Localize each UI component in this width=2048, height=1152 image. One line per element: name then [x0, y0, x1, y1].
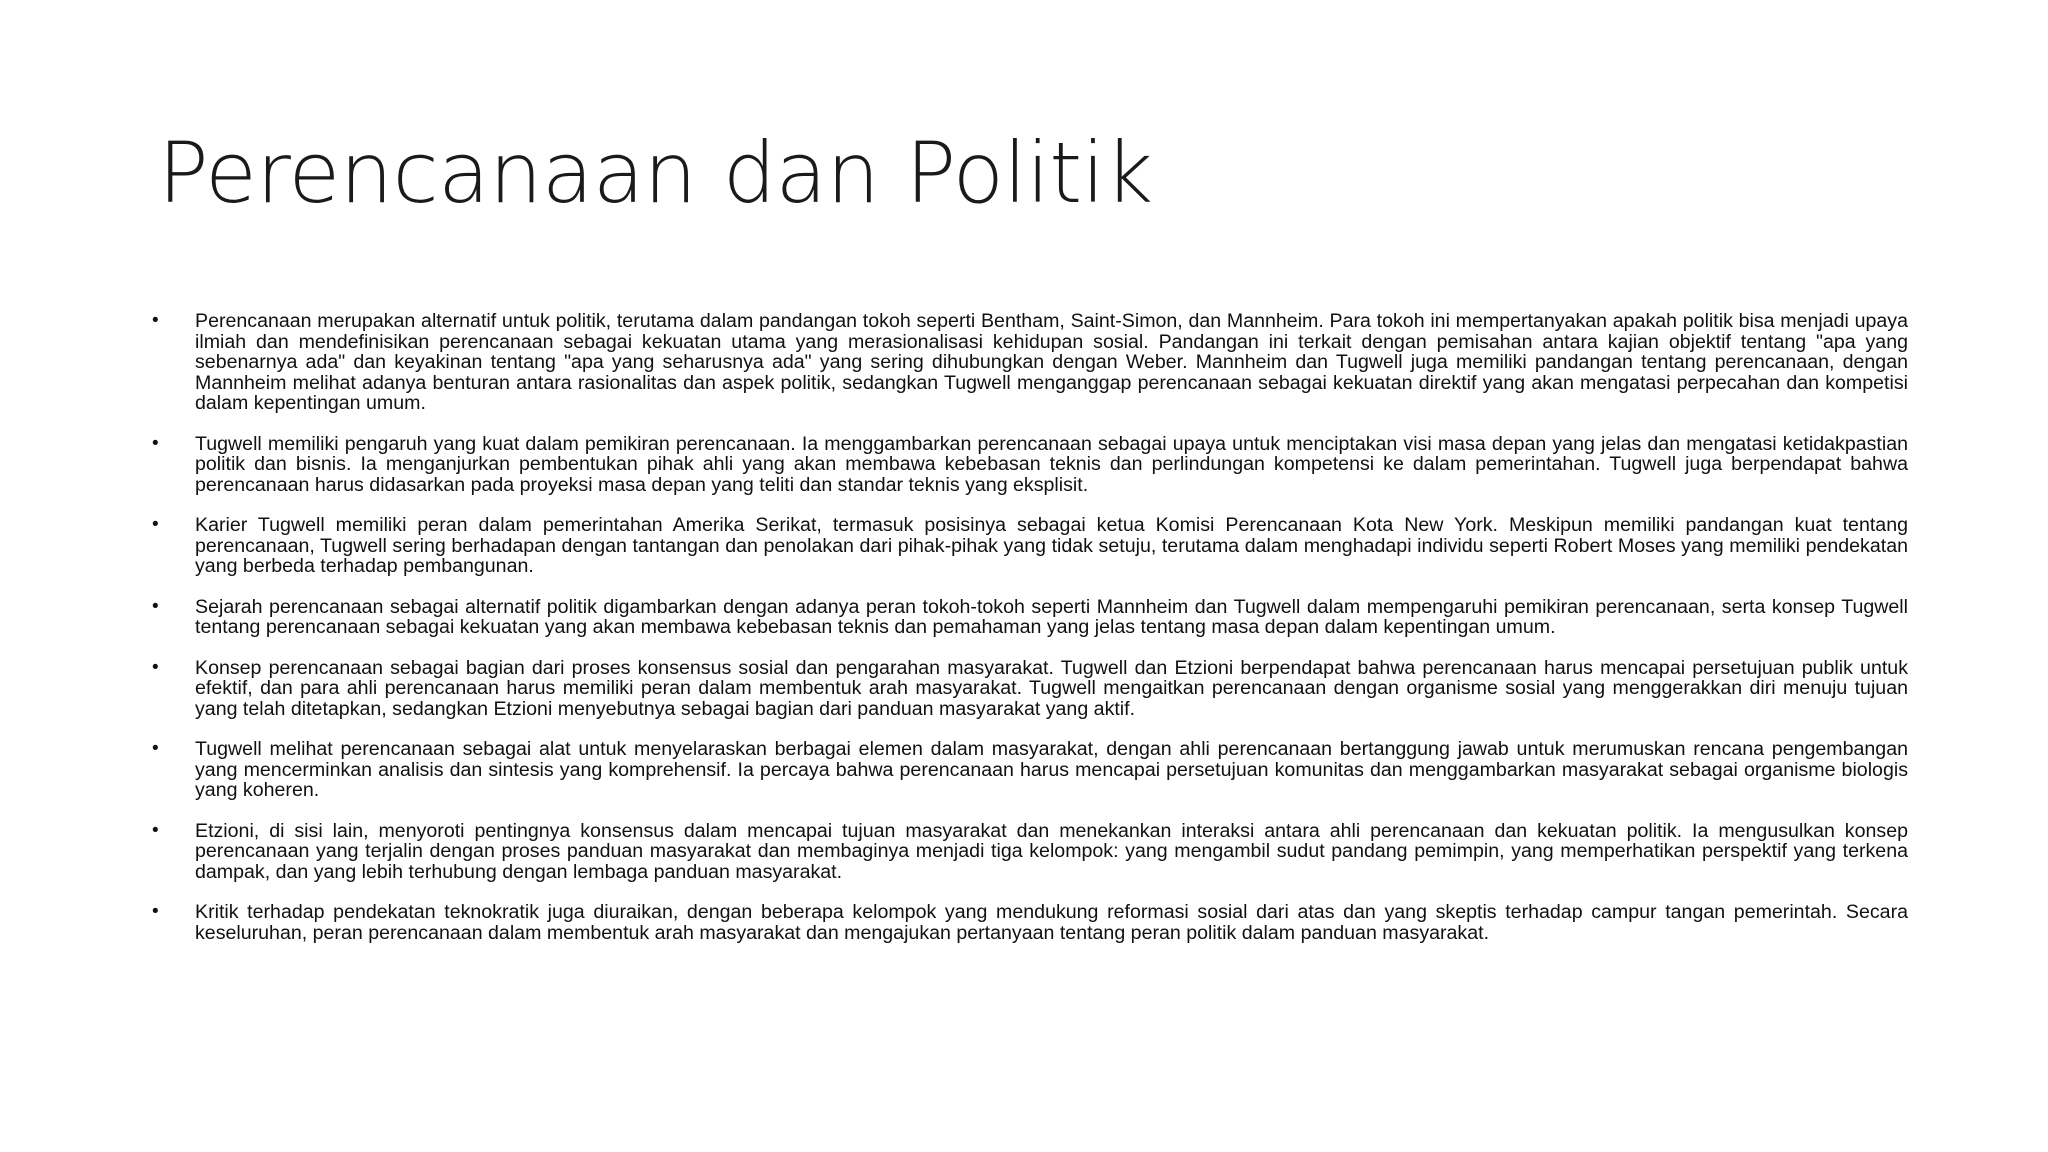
bullet-item	[152, 597, 1908, 638]
bullet-text: Sejarah perencanaan sebagai alternatif politik digambarkan dengan adanya peran tokoh-tokoh seperti Mannheim dan Tugwell dalam mempengaruhi pemikiran perencanaan, serta konsep Tugwell tentang perencanaan sebagai kekuatan yang akan membawa kebebasan teknis dan pemahaman yang jelas tentang masa depan dalam kepentingan umum.	[195, 595, 1908, 638]
bullet-text: Karier Tugwell memiliki peran dalam pemerintahan Amerika Serikat, termasuk posisinya sebagai ketua Komisi Perencanaan Kota New York. Meskipun memiliki pandangan kuat tentang perencanaan, Tugwell sering berhadapan dengan tantangan dan penolakan dari pihak-pihak yang tidak setuju, terutama dalam menghadapi individu seperti Robert Moses yang memiliki pendekatan yang berbeda terhadap pembangunan.	[195, 514, 1908, 577]
bullet-text: Perencanaan merupakan alternatif untuk politik, terutama dalam pandangan tokoh seperti Bentham, Saint-Simon, dan Mannheim. Para tokoh ini mempertanyakan apakah politik bisa menjadi upaya ilmiah dan mendefinisikan perencanaan sebagai kekuatan utama yang merasionalisasi kehidupan sosial. Pandangan ini terkait dengan pemisahan antara kajian objektif tentang "apa yang sebenarnya ada" dan keyakinan tentang "apa yang seharusnya ada" yang sering dihubungkan dengan Weber. Mannheim dan Tugwell juga memiliki pandangan tentang perencanaan, dengan Mannheim melihat adanya benturan antara rasionalitas dan aspek politik, sedangkan Tugwell menganggap perencanaan sebagai kekuatan direktif yang akan mengatasi perpecahan dan kompetisi dalam kepentingan umum.	[195, 310, 1908, 414]
bullet-marker: •	[152, 514, 159, 535]
bullet-text: Kritik terhadap pendekatan teknokratik juga diuraikan, dengan beberapa kelompok yang mendukung reformasi sosial dari atas dan yang skeptis terhadap campur tangan pemerintah. Secara keseluruhan, peran perencanaan dalam membentuk arah masyarakat dan mengajukan pertanyaan tentang peran politik dalam panduan masyarakat.	[195, 901, 1908, 944]
bullet-marker: •	[152, 432, 159, 454]
bullet-item	[152, 434, 1908, 496]
bullet-list	[152, 311, 1908, 963]
bullet-item	[152, 739, 1908, 801]
bullet-marker: •	[152, 595, 159, 617]
bullet-marker: •	[152, 819, 159, 841]
bullet-item	[152, 821, 1908, 883]
bullet-text: Tugwell memiliki pengaruh yang kuat dalam pemikiran perencanaan. Ia menggambarkan perencanaan sebagai upaya untuk menciptakan visi masa depan yang jelas dan mengatasi ketidakpastian politik dan bisnis. Ia menganjurkan pembentukan pihak ahli yang akan membawa kebebasan teknis dan perlindungan kompetensi ke dalam pemerintahan. Tugwell juga berpendapat bahwa perencanaan harus didasarkan pada proyeksi masa depan yang teliti dan standar teknis yang eksplisit.	[195, 432, 1908, 496]
bullet-item	[152, 311, 1908, 414]
bullet-marker: •	[152, 310, 159, 331]
bullet-marker: •	[152, 738, 159, 759]
bullet-item	[152, 902, 1908, 943]
bullet-text: Konsep perencanaan sebagai bagian dari proses konsensus sosial dan pengarahan masyarakat. Tugwell dan Etzioni berpendapat bahwa perencanaan harus mencapai persetujuan publik untuk efektif, dan para ahli perencanaan harus memiliki peran dalam membentuk arah masyarakat. Tugwell mengaitkan perencanaan dengan organisme sosial yang menggerakkan diri menuju tujuan yang telah ditetapkan, sedangkan Etzioni menyebutnya sebagai bagian dari panduan masyarakat yang aktif.	[195, 656, 1908, 720]
bullet-item	[152, 658, 1908, 720]
bullet-item	[152, 515, 1908, 577]
bullet-text: Etzioni, di sisi lain, menyoroti pentingnya konsensus dalam mencapai tujuan masyarakat dan menekankan interaksi antara ahli perencanaan dan kekuatan politik. Ia mengusulkan konsep perencanaan yang terjalin dengan proses panduan masyarakat dan membaginya menjadi tiga kelompok: yang mengambil sudut pandang pemimpin, yang memperhatikan perspektif yang terkena dampak, dan yang lebih terhubung dengan lembaga panduan masyarakat.	[195, 819, 1908, 883]
bullet-marker: •	[152, 656, 159, 678]
bullet-marker: •	[152, 901, 159, 922]
slide-title: Perencanaan dan Politik	[158, 124, 1153, 222]
bullet-text: Tugwell melihat perencanaan sebagai alat untuk menyelaraskan berbagai elemen dalam masyarakat, dengan ahli perencanaan bertanggung jawab untuk merumuskan rencana pengembangan yang mencerminkan analisis dan sintesis yang komprehensif. Ia percaya bahwa perencanaan harus mencapai persetujuan komunitas dan menggambarkan masyarakat sebagai organisme biologis yang koheren.	[195, 738, 1908, 801]
